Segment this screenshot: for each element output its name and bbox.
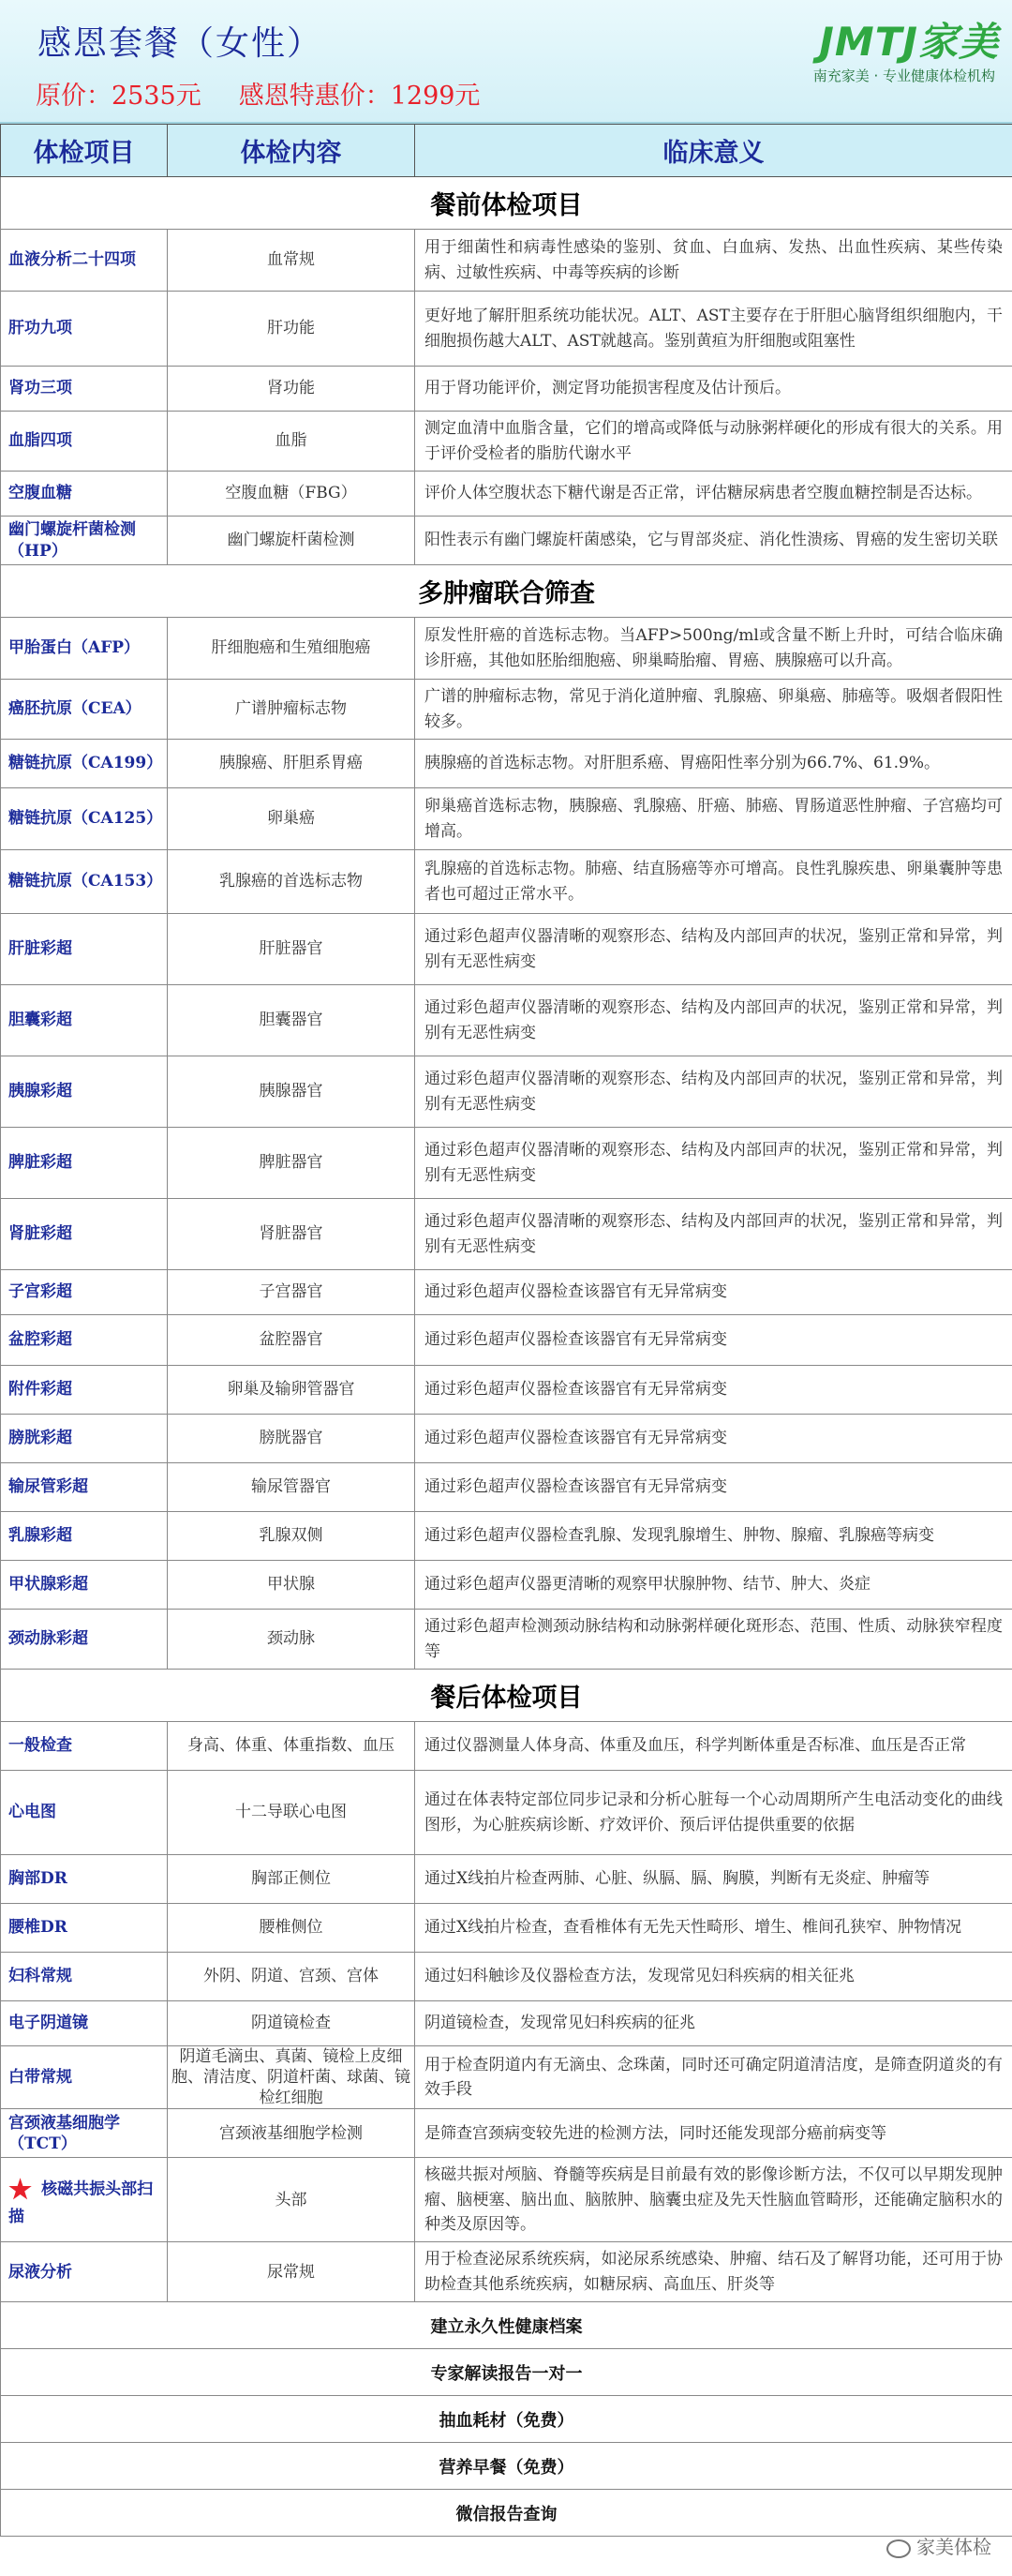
item-name-cell	[1, 788, 168, 850]
section-row	[1, 565, 1012, 618]
item-name-cell	[1, 367, 168, 412]
item-content: 十二导联心电图	[168, 1771, 415, 1855]
col-header-meaning: 临床意义	[415, 125, 1012, 177]
item-name: 子宫彩超	[8, 1282, 72, 1302]
table-row	[1, 1128, 1012, 1199]
table-row	[1, 618, 1012, 680]
item-name-cell	[1, 2109, 168, 2158]
item-meaning: 核磁共振对颅脑、脊髓等疾病是目前最有效的影像诊断方法，不仅可以早期发现肿瘤、脑梗塞、脑出血、脑脓肿、脑囊虫症及先天性脑血管畸形，还能确定脑积水的种类及原因等。	[415, 2158, 1012, 2242]
item-content: 子宫器官	[168, 1270, 415, 1315]
price-line	[36, 75, 480, 112]
item-content: 肝细胞癌和生殖细胞癌	[168, 618, 415, 680]
table-row	[1, 472, 1012, 517]
item-content: 肾脏器官	[168, 1199, 415, 1270]
footer-row	[1, 2349, 1012, 2396]
item-content: 宫颈液基细胞学检测	[168, 2109, 415, 2158]
checkup-table	[0, 124, 1012, 2537]
footer-row	[1, 2396, 1012, 2443]
table-row	[1, 1199, 1012, 1270]
item-name: 腰椎DR	[8, 1918, 67, 1938]
item-content: 胰腺癌、肝胆系胃癌	[168, 740, 415, 788]
table-row	[1, 2001, 1012, 2046]
table-row	[1, 1771, 1012, 1855]
item-meaning: 通过彩色超声仪器清晰的观察形态、结构及内部回声的状况，鉴别正常和异常，判别有无恶性病变	[415, 985, 1012, 1056]
item-name-cell	[1, 1771, 168, 1855]
item-name-cell	[1, 2242, 168, 2302]
item-content: 广谱肿瘤标志物	[168, 680, 415, 740]
item-content: 卵巢癌	[168, 788, 415, 850]
item-content: 甲状腺	[168, 1561, 415, 1610]
item-meaning: 通过在体表特定部位同步记录和分析心脏每一个心动周期所产生电活动变化的曲线图形，为心脏疾病诊断、疗效评价、预后评估提供重要的依据	[415, 1771, 1012, 1855]
table-row	[1, 1722, 1012, 1771]
item-content: 乳腺癌的首选标志物	[168, 850, 415, 914]
item-content: 脾脏器官	[168, 1128, 415, 1199]
item-meaning: 通过彩色超声检测颈动脉结构和动脉粥样硬化斑形态、范围、性质、动脉狭窄程度等	[415, 1610, 1012, 1670]
item-name: 糖链抗原（CA199）	[8, 754, 163, 773]
item-meaning: 通过彩色超声仪器清晰的观察形态、结构及内部回声的状况，鉴别正常和异常，判别有无恶性病变	[415, 1128, 1012, 1199]
item-name: 癌胚抗原（CEA）	[8, 699, 141, 719]
item-content: 颈动脉	[168, 1610, 415, 1670]
item-content: 盆腔器官	[168, 1315, 415, 1366]
item-content: 输尿管器官	[168, 1463, 415, 1512]
item-name-cell	[1, 1512, 168, 1561]
item-name: 血液分析二十四项	[8, 250, 136, 270]
col-header-content: 体检内容	[168, 125, 415, 177]
table-row	[1, 1855, 1012, 1904]
table-row	[1, 1463, 1012, 1512]
item-content: 幽门螺旋杆菌检测	[168, 517, 415, 565]
footer-item: 微信报告查询	[1, 2490, 1012, 2537]
table-row	[1, 1415, 1012, 1463]
item-name-cell	[1, 1463, 168, 1512]
item-content: 腰椎侧位	[168, 1904, 415, 1953]
item-content: 空腹血糖（FBG）	[168, 472, 415, 517]
item-name: 妇科常规	[8, 1967, 72, 1986]
item-name: 膀胱彩超	[8, 1429, 72, 1448]
item-name-cell	[1, 2046, 168, 2109]
item-meaning: 通过彩色超声仪器更清晰的观察甲状腺肿物、结节、肿大、炎症	[415, 1561, 1012, 1610]
item-name: 白带常规	[8, 2068, 72, 2088]
table-row	[1, 1561, 1012, 1610]
footer-row	[1, 2443, 1012, 2490]
item-name-cell	[1, 1128, 168, 1199]
item-name-cell	[1, 1366, 168, 1415]
item-meaning: 通过彩色超声仪器检查该器官有无异常病变	[415, 1463, 1012, 1512]
table-row	[1, 1610, 1012, 1670]
item-name: 盆腔彩超	[8, 1330, 72, 1350]
item-meaning: 通过彩色超声仪器检查乳腺、发现乳腺增生、肿物、腺瘤、乳腺癌等病变	[415, 1512, 1012, 1561]
star-icon: ★	[8, 2173, 33, 2205]
item-name-cell	[1, 1415, 168, 1463]
item-content: 头部	[168, 2158, 415, 2242]
table-row	[1, 230, 1012, 292]
item-name-cell	[1, 850, 168, 914]
item-meaning: 通过彩色超声仪器检查该器官有无异常病变	[415, 1415, 1012, 1463]
item-name-cell	[1, 1199, 168, 1270]
item-name-cell	[1, 2001, 168, 2046]
table-row	[1, 1512, 1012, 1561]
item-content: 阴道毛滴虫、真菌、镜检上皮细胞、清洁度、阴道杆菌、球菌、镜检红细胞	[168, 2046, 415, 2109]
item-content: 胸部正侧位	[168, 1855, 415, 1904]
item-content: 肝功能	[168, 292, 415, 367]
table-row	[1, 367, 1012, 412]
item-name: 颈动脉彩超	[8, 1629, 88, 1649]
section-row	[1, 177, 1012, 230]
item-content: 尿常规	[168, 2242, 415, 2302]
table-row	[1, 2158, 1012, 2242]
watermark-text: 家美体检	[916, 2536, 991, 2558]
item-name: 糖链抗原（CA125）	[8, 809, 163, 829]
item-meaning: 用于细菌性和病毒性感染的鉴别、贫血、白血病、发热、出血性疾病、某些传染病、过敏性疾病、中毒等疾病的诊断	[415, 230, 1012, 292]
item-name-cell	[1, 472, 168, 517]
section-title: 餐前体检项目	[1, 177, 1012, 230]
table-row	[1, 1056, 1012, 1128]
item-meaning: 乳腺癌的首选标志物。肺癌、结直肠癌等亦可增高。良性乳腺疾患、卵巢囊肿等患者也可超过正常水平。	[415, 850, 1012, 914]
item-meaning: 原发性肝癌的首选标志物。当AFP>500ng/ml或含量不断上升时，可结合临床确诊肝癌，其他如胚胎细胞癌、卵巢畸胎瘤、胃癌、胰腺癌可以升高。	[415, 618, 1012, 680]
item-meaning: 测定血清中血脂含量，它们的增高或降低与动脉粥样硬化的形成有很大的关系。用于评价受检者的脂肪代谢水平	[415, 412, 1012, 472]
item-name-cell	[1, 1315, 168, 1366]
item-meaning: 通过彩色超声仪器检查该器官有无异常病变	[415, 1270, 1012, 1315]
table-row	[1, 788, 1012, 850]
table-row	[1, 1366, 1012, 1415]
item-name-cell	[1, 1953, 168, 2001]
table-row	[1, 1315, 1012, 1366]
item-meaning: 用于检查阴道内有无滴虫、念珠菌，同时还可确定阴道清洁度，是筛查阴道炎的有效手段	[415, 2046, 1012, 2109]
table-row	[1, 850, 1012, 914]
wechat-icon	[886, 2539, 911, 2558]
table-row	[1, 1904, 1012, 1953]
item-meaning: 广谱的肿瘤标志物，常见于消化道肿瘤、乳腺癌、卵巢癌、肺癌等。吸烟者假阳性较多。	[415, 680, 1012, 740]
section-title: 餐后体检项目	[1, 1670, 1012, 1722]
table-row	[1, 517, 1012, 565]
table-row	[1, 2242, 1012, 2302]
item-content: 胆囊器官	[168, 985, 415, 1056]
item-name: 附件彩超	[8, 1380, 72, 1400]
item-meaning: 是筛查宫颈病变较先进的检测方法，同时还能发现部分癌前病变等	[415, 2109, 1012, 2158]
item-meaning: 更好地了解肝胆系统功能状况。ALT、AST主要存在于肝胆心脑肾组织细胞内，干细胞损伤越大ALT、AST就越高。鉴别黄疸为肝细胞或阻塞性	[415, 292, 1012, 367]
item-name: 心电图	[8, 1803, 56, 1822]
table-row	[1, 914, 1012, 985]
item-content: 血脂	[168, 412, 415, 472]
footer-item: 建立永久性健康档案	[1, 2302, 1012, 2349]
item-name: 甲胎蛋白（AFP）	[8, 638, 141, 658]
item-name-cell	[1, 985, 168, 1056]
item-name: 电子阴道镜	[8, 2014, 88, 2033]
item-content: 肝脏器官	[168, 914, 415, 985]
original-price: 原价：2535元	[36, 82, 201, 111]
brand-logo	[765, 11, 999, 105]
table-row	[1, 412, 1012, 472]
item-content: 胰腺器官	[168, 1056, 415, 1128]
item-content: 外阴、阴道、宫颈、宫体	[168, 1953, 415, 2001]
item-meaning: 通过彩色超声仪器检查该器官有无异常病变	[415, 1366, 1012, 1415]
footer-item: 营养早餐（免费）	[1, 2443, 1012, 2490]
item-name: 肝功九项	[8, 319, 72, 338]
item-name: 肾脏彩超	[8, 1224, 72, 1244]
item-name: 宫颈液基细胞学（TCT）	[8, 2113, 120, 2153]
table-row	[1, 985, 1012, 1056]
item-content: 乳腺双侧	[168, 1512, 415, 1561]
item-name-cell	[1, 292, 168, 367]
item-name-cell	[1, 1056, 168, 1128]
item-meaning: 通过彩色超声仪器清晰的观察形态、结构及内部回声的状况，鉴别正常和异常，判别有无恶性病变	[415, 1199, 1012, 1270]
page-header	[0, 0, 1012, 124]
item-content: 肾功能	[168, 367, 415, 412]
item-meaning: 用于检查泌尿系统疾病，如泌尿系统感染、肿瘤、结石及了解肾功能，还可用于协助检查其他系统疾病，如糖尿病、高血压、肝炎等	[415, 2242, 1012, 2302]
page-title: 感恩套餐（女性）	[37, 24, 323, 63]
special-price: 感恩特惠价：1299元	[238, 82, 481, 111]
item-name: 甲状腺彩超	[8, 1575, 88, 1595]
table-row	[1, 680, 1012, 740]
logo-mark: JMTJ家美	[819, 19, 999, 65]
item-meaning: 通过仪器测量人体身高、体重及血压，科学判断体重是否标准、血压是否正常	[415, 1722, 1012, 1771]
item-name: 血脂四项	[8, 431, 72, 451]
item-name: 尿液分析	[8, 2262, 72, 2282]
item-name: 脾脏彩超	[8, 1153, 72, 1173]
item-name: 胸部DR	[8, 1869, 67, 1889]
item-name: 肾功三项	[8, 379, 72, 398]
item-meaning: 阳性表示有幽门螺旋杆菌感染，它与胃部炎症、消化性溃疡、胃癌的发生密切关联	[415, 517, 1012, 565]
item-name-cell	[1, 412, 168, 472]
item-name-cell	[1, 1722, 168, 1771]
item-meaning: 用于肾功能评价，测定肾功能损害程度及估计预后。	[415, 367, 1012, 412]
table-row	[1, 2046, 1012, 2109]
item-name-cell	[1, 2158, 168, 2242]
item-content: 阴道镜检查	[168, 2001, 415, 2046]
logo-tagline: 南充家美 · 专业健康体检机构	[812, 67, 995, 84]
item-meaning: 通过彩色超声仪器清晰的观察形态、结构及内部回声的状况，鉴别正常和异常，判别有无恶性病变	[415, 914, 1012, 985]
item-name-cell	[1, 1855, 168, 1904]
item-name: 胰腺彩超	[8, 1082, 72, 1101]
item-name-cell	[1, 680, 168, 740]
table-row	[1, 740, 1012, 788]
item-content: 血常规	[168, 230, 415, 292]
item-name-cell	[1, 1270, 168, 1315]
item-name-cell	[1, 1904, 168, 1953]
footer-row	[1, 2490, 1012, 2537]
item-name-cell	[1, 1561, 168, 1610]
item-name: 幽门螺旋杆菌检测（HP）	[8, 520, 136, 561]
item-name: 乳腺彩超	[8, 1526, 72, 1546]
footer-row	[1, 2302, 1012, 2349]
item-name: 空腹血糖	[8, 484, 72, 503]
table-header-row	[1, 125, 1012, 177]
section-row	[1, 1670, 1012, 1722]
table-row	[1, 1953, 1012, 2001]
item-name: 一般检查	[8, 1736, 72, 1756]
item-name-cell	[1, 230, 168, 292]
item-name-cell	[1, 740, 168, 788]
item-content: 膀胱器官	[168, 1415, 415, 1463]
footer-item: 专家解读报告一对一	[1, 2349, 1012, 2396]
item-name-cell	[1, 618, 168, 680]
item-meaning: 评价人体空腹状态下糖代谢是否正常，评估糖尿病患者空腹血糖控制是否达标。	[415, 472, 1012, 517]
item-name-cell	[1, 517, 168, 565]
item-content: 身高、体重、体重指数、血压	[168, 1722, 415, 1771]
table-row	[1, 1270, 1012, 1315]
item-name: 糖链抗原（CA153）	[8, 872, 163, 891]
table-row	[1, 292, 1012, 367]
item-meaning: 胰腺癌的首选标志物。对肝胆系癌、胃癌阳性率分别为66.7%、61.9%。	[415, 740, 1012, 788]
table-row	[1, 2109, 1012, 2158]
item-meaning: 通过彩色超声仪器检查该器官有无异常病变	[415, 1315, 1012, 1366]
item-name: 输尿管彩超	[8, 1477, 88, 1497]
item-meaning: 通过X线拍片检查，查看椎体有无先天性畸形、增生、椎间孔狭窄、肿物情况	[415, 1904, 1012, 1953]
item-meaning: 通过彩色超声仪器清晰的观察形态、结构及内部回声的状况，鉴别正常和异常，判别有无恶性病变	[415, 1056, 1012, 1128]
item-name-cell	[1, 914, 168, 985]
item-name-cell	[1, 1610, 168, 1670]
footer-item: 抽血耗材（免费）	[1, 2396, 1012, 2443]
item-name: 肝脏彩超	[8, 939, 72, 959]
section-title: 多肿瘤联合筛查	[1, 565, 1012, 618]
item-meaning: 通过X线拍片检查两肺、心脏、纵膈、膈、胸膜，判断有无炎症、肿瘤等	[415, 1855, 1012, 1904]
item-name: 核磁共振头部扫描	[8, 2179, 154, 2226]
item-content: 卵巢及输卵管器官	[168, 1366, 415, 1415]
watermark	[886, 2532, 991, 2559]
item-meaning: 卵巢癌首选标志物，胰腺癌、乳腺癌、肝癌、肺癌、胃肠道恶性肿瘤、子宫癌均可增高。	[415, 788, 1012, 850]
item-meaning: 阴道镜检查，发现常见妇科疾病的征兆	[415, 2001, 1012, 2046]
col-header-item: 体检项目	[1, 125, 168, 177]
item-name: 胆囊彩超	[8, 1011, 72, 1030]
item-meaning: 通过妇科触诊及仪器检查方法，发现常见妇科疾病的相关征兆	[415, 1953, 1012, 2001]
